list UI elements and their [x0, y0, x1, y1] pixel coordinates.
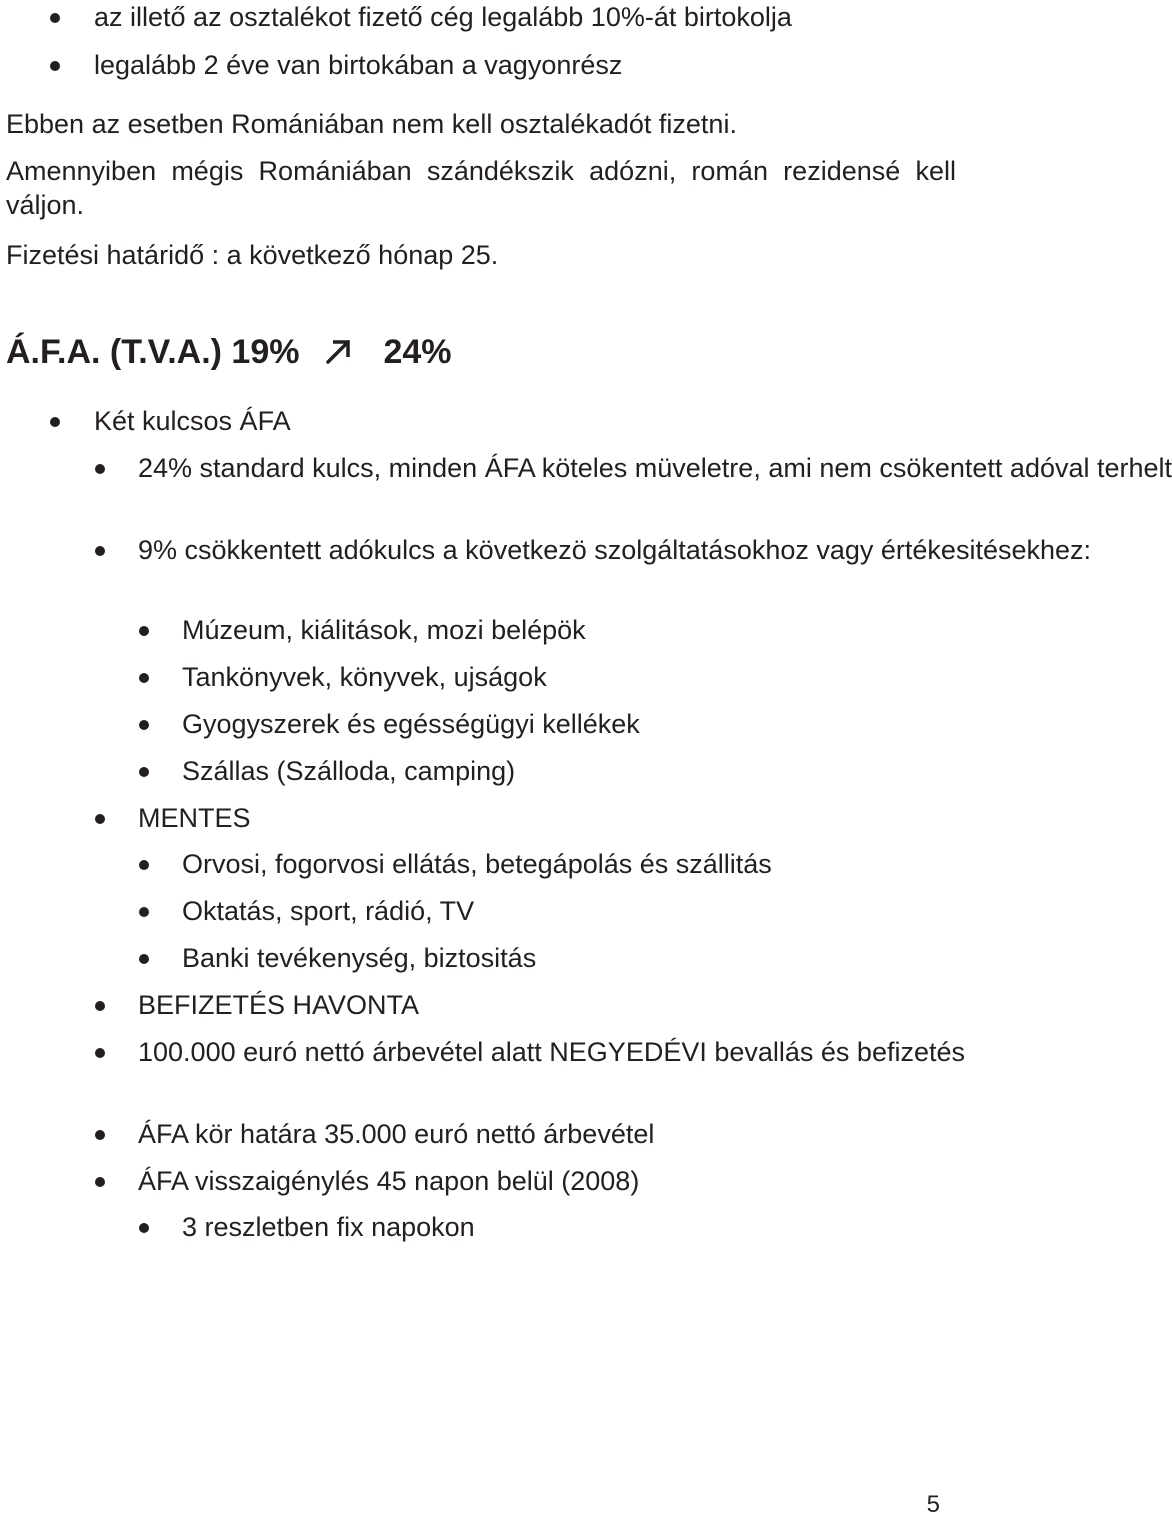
list-item-text: Orvosi, fogorvosi ellátás, betegápolás és szállitás: [182, 849, 772, 879]
bullet-icon: [50, 61, 60, 71]
page-number: 5: [926, 1491, 940, 1518]
list-item-text: 3 reszletben fix napokon: [182, 1212, 475, 1242]
bullet-icon: [139, 860, 149, 870]
bullet-icon: [139, 954, 149, 964]
bullet-icon: [139, 626, 149, 636]
bullet-icon: [139, 907, 149, 917]
list-item-text: ÁFA visszaigénylés 45 napon belül (2008): [138, 1166, 640, 1196]
list-item-text: ÁFA kör határa 35.000 euró nettó árbevétel: [138, 1119, 655, 1149]
section-heading: [6, 330, 452, 374]
bullet-icon: [95, 814, 105, 824]
list-item-text: BEFIZETÉS HAVONTA: [138, 990, 420, 1020]
bullet-icon: [139, 767, 149, 777]
list-item-text: Múzeum, kiálitások, mozi belépök: [182, 615, 586, 645]
bullet-icon: [50, 13, 60, 23]
heading-text: 24%: [383, 333, 452, 371]
list-item-text: Banki tevékenység, biztositás: [182, 943, 537, 973]
bullet-icon: [95, 1130, 105, 1140]
list-item-text: 9% csökkentett adókulcs a következö szolgáltatásokhoz vagy értékesitésekhez:: [138, 535, 1092, 565]
paragraph: Ebben az esetben Romániában nem kell osztalékadót fizetni.: [6, 109, 737, 139]
list-item-text: legalább 2 éve van birtokában a vagyonrész: [94, 50, 623, 80]
bullet-icon: [139, 720, 149, 730]
list-item-text: Szállas (Szálloda, camping): [182, 756, 516, 786]
list-item-text: MENTES: [138, 803, 251, 833]
bullet-icon: [95, 464, 105, 474]
list-item-text: Gyogyszerek és egésségügyi kellékek: [182, 709, 640, 739]
heading-text: Á.F.A. (T.V.A.) 19%: [6, 333, 300, 371]
paragraph: Amennyiben mégis Romániában szándékszik adózni, román rezidensé kell váljon.: [6, 156, 956, 220]
list-item-text: az illető az osztalékot fizető cég legalább 10%-át birtokolja: [94, 2, 792, 32]
arrow-up-right-icon: [323, 337, 353, 367]
bullet-icon: [139, 673, 149, 683]
paragraph: Fizetési határidő : a következő hónap 25.: [6, 240, 499, 270]
bullet-icon: [95, 1177, 105, 1187]
list-item-text: Két kulcsos ÁFA: [94, 406, 291, 436]
list-item-text: 24% standard kulcs, minden ÁFA köteles müveletre, ami nem csökentett adóval terhelt: [138, 453, 1172, 483]
list-item-text: 100.000 euró nettó árbevétel alatt NEGYEDÉVI bevallás és befizetés: [138, 1037, 965, 1067]
bullet-icon: [95, 546, 105, 556]
bullet-icon: [95, 1048, 105, 1058]
bullet-icon: [139, 1223, 149, 1233]
list-item-text: Oktatás, sport, rádió, TV: [182, 896, 475, 926]
list-item-text: Tankönyvek, könyvek, ujságok: [182, 662, 547, 692]
bullet-icon: [95, 1001, 105, 1011]
bullet-icon: [50, 417, 60, 427]
